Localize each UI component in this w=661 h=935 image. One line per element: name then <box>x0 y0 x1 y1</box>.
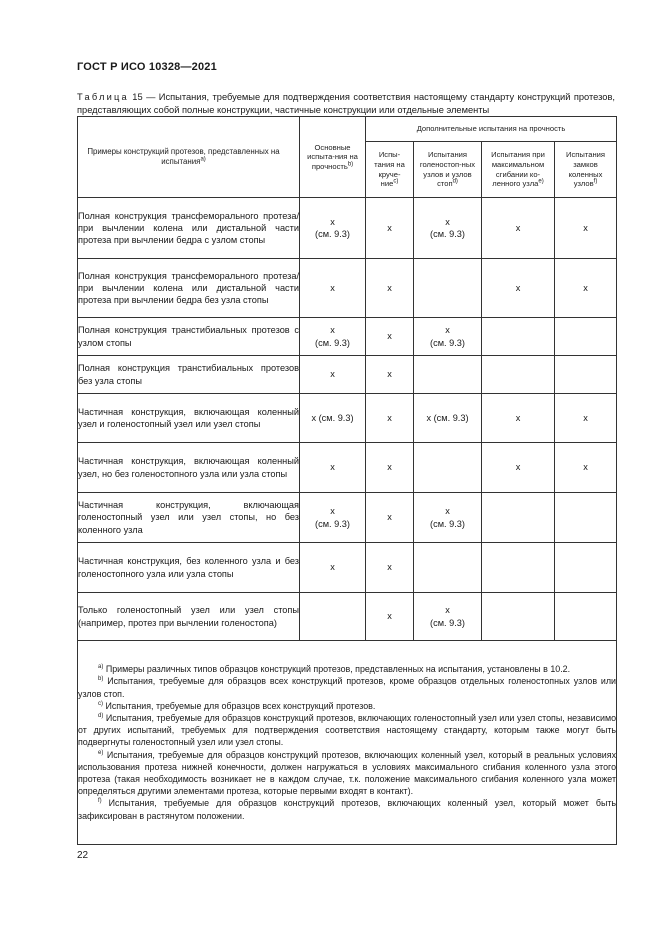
table-row <box>78 543 617 593</box>
cell-flexion: x <box>482 198 555 259</box>
cell-flexion: x <box>482 259 555 318</box>
cell-flexion <box>482 493 555 543</box>
cell-basic: x (см. 9.3) <box>300 318 366 356</box>
table-row <box>78 394 617 443</box>
table-caption <box>77 91 615 116</box>
row-example: Только голеностопный узел или узел стопы (например, протез при вычлении голеностопа) <box>78 593 300 641</box>
footnote-a: $^{a)}$ Примеры различных типов образцов конструкций протезов, представленных на испытания, установлены в 10.2. <box>98 664 571 675</box>
cell-torsion: x <box>366 493 414 543</box>
table-row <box>78 493 617 543</box>
cell-locks: x <box>555 198 617 259</box>
tests-table <box>77 116 617 845</box>
cell-ankle <box>414 356 482 394</box>
table-footnotes <box>78 641 617 845</box>
cell-locks <box>555 318 617 356</box>
row-example: Частичная конструкция, без коленного узла и без голеностопного узла или узла стопы <box>78 543 300 593</box>
cell-basic: x (см. 9.3) <box>300 493 366 543</box>
cell-locks: x <box>555 443 617 493</box>
row-example: Частичная конструкция, включающая голеностопный узел или узел стопы, но без коленного узла <box>78 493 300 543</box>
cell-torsion: x <box>366 394 414 443</box>
table-row <box>78 356 617 394</box>
header-torsion: Испы-тания на круче-ние$^{c)}$ <box>366 142 414 198</box>
cell-flexion <box>482 593 555 641</box>
header-basic-tests: Основные испыта-ния на прочность$^{b)}$ <box>300 117 366 198</box>
cell-basic: x <box>300 356 366 394</box>
table-footnotes-row <box>78 641 617 845</box>
page-number: 22 <box>77 850 89 861</box>
footnote-d: $^{d)}$ Испытания, требуемые для образцов конструкций протезов, включающих голеностопный узел или узел стопы, независимо от других испытаний, требуемых для подтверждения соответствия настоящему стандарту, которым также могут быть подвергнуты голеностопный узел или узел стопы. <box>78 712 617 748</box>
header-locks: Испытания замков коленных узлов$^{f)}$ <box>555 142 617 198</box>
footnote-c: $^{c)}$ Испытания, требуемые для образцов всех конструкций протезов. <box>98 700 376 711</box>
header-ankle: Испытания голеностоп-ных узлов и узлов стоп$^{d)}$ <box>414 142 482 198</box>
cell-ankle: x (см. 9.3) <box>414 493 482 543</box>
cell-flexion <box>482 356 555 394</box>
cell-torsion: x <box>366 259 414 318</box>
footnote-f: $^{f)}$ Испытания, требуемые для образцов конструкций протезов, включающих коленный узел, который может быть зафиксирован в растянутом положении. <box>78 798 617 821</box>
table-row <box>78 318 617 356</box>
header-flexion: Испытания при максимальном сгибании ко-ленного узла$^{e)}$ <box>482 142 555 198</box>
cell-basic <box>300 593 366 641</box>
cell-locks <box>555 493 617 543</box>
cell-torsion: x <box>366 543 414 593</box>
row-example: Полная конструкция транстибиальных протезов с узлом стопы <box>78 318 300 356</box>
cell-torsion: x <box>366 198 414 259</box>
cell-flexion: x <box>482 443 555 493</box>
cell-torsion: x <box>366 356 414 394</box>
table-row <box>78 443 617 493</box>
cell-ankle: x (см. 9.3) <box>414 318 482 356</box>
cell-ankle <box>414 259 482 318</box>
cell-locks <box>555 543 617 593</box>
row-example: Полная конструкция трансфеморального протеза/при вычлении колена или дистальной части протеза при вычлении бедра без узла стопы <box>78 259 300 318</box>
cell-flexion: x <box>482 394 555 443</box>
cell-torsion: x <box>366 593 414 641</box>
caption-text: 15 — Испытания, требуемые для подтверждения соответствия настоящему стандарту конструкций протезов, представляющих собой полные конструкции, частичные конструкции или отдельные элементы <box>77 92 615 115</box>
cell-locks <box>555 356 617 394</box>
cell-basic: x (см. 9.3) <box>300 394 366 443</box>
header-examples: Примеры конструкций протезов, представленных на испытания$^{a)}$ <box>78 117 300 198</box>
row-example: Частичная конструкция, включающая коленный узел, но без голеностопного узла или узла стопы <box>78 443 300 493</box>
cell-ankle: x (см. 9.3) <box>414 198 482 259</box>
document-header: ГОСТ Р ИСО 10328—2021 <box>77 61 217 73</box>
cell-locks <box>555 593 617 641</box>
cell-ankle: x (см. 9.3) <box>414 593 482 641</box>
table-row <box>78 198 617 259</box>
cell-locks: x <box>555 394 617 443</box>
footnote-e: $^{e)}$ Испытания, требуемые для образцов конструкций протезов, включающих коленный узел, который в реальных условиях использования протеза нижней конечности, должен нагружаться в условиях максимального сгибания коленного узла этого протеза (такая необходимость возникает не в каждом случае, т.к. положение максимального сгибания коленного узла может определяться другими элементами протеза, которые первыми входят в контакт). <box>78 749 617 797</box>
cell-basic: x <box>300 543 366 593</box>
row-example: Полная конструкция транстибиальных протезов без узла стопы <box>78 356 300 394</box>
table-row <box>78 593 617 641</box>
cell-locks: x <box>555 259 617 318</box>
cell-basic: x (см. 9.3) <box>300 198 366 259</box>
table-row <box>78 259 617 318</box>
header-additional-tests: Дополнительные испытания на прочность <box>366 117 617 142</box>
cell-ankle: x (см. 9.3) <box>414 394 482 443</box>
cell-ankle <box>414 443 482 493</box>
cell-basic: x <box>300 443 366 493</box>
row-example: Частичная конструкция, включающая коленный узел и голеностопный узел или узел стопы <box>78 394 300 443</box>
cell-flexion <box>482 543 555 593</box>
caption-label: Таблица <box>77 92 129 102</box>
row-example: Полная конструкция трансфеморального протеза/при вычлении колена или дистальной части протеза при вычлении бедра с узлом стопы <box>78 198 300 259</box>
cell-torsion: x <box>366 318 414 356</box>
cell-ankle <box>414 543 482 593</box>
cell-flexion <box>482 318 555 356</box>
cell-torsion: x <box>366 443 414 493</box>
cell-basic: x <box>300 259 366 318</box>
footnote-b: $^{b)}$ Испытания, требуемые для образцов всех конструкций протезов, кроме образцов отдельных голеностопных узлов или узлов стоп. <box>78 676 617 699</box>
